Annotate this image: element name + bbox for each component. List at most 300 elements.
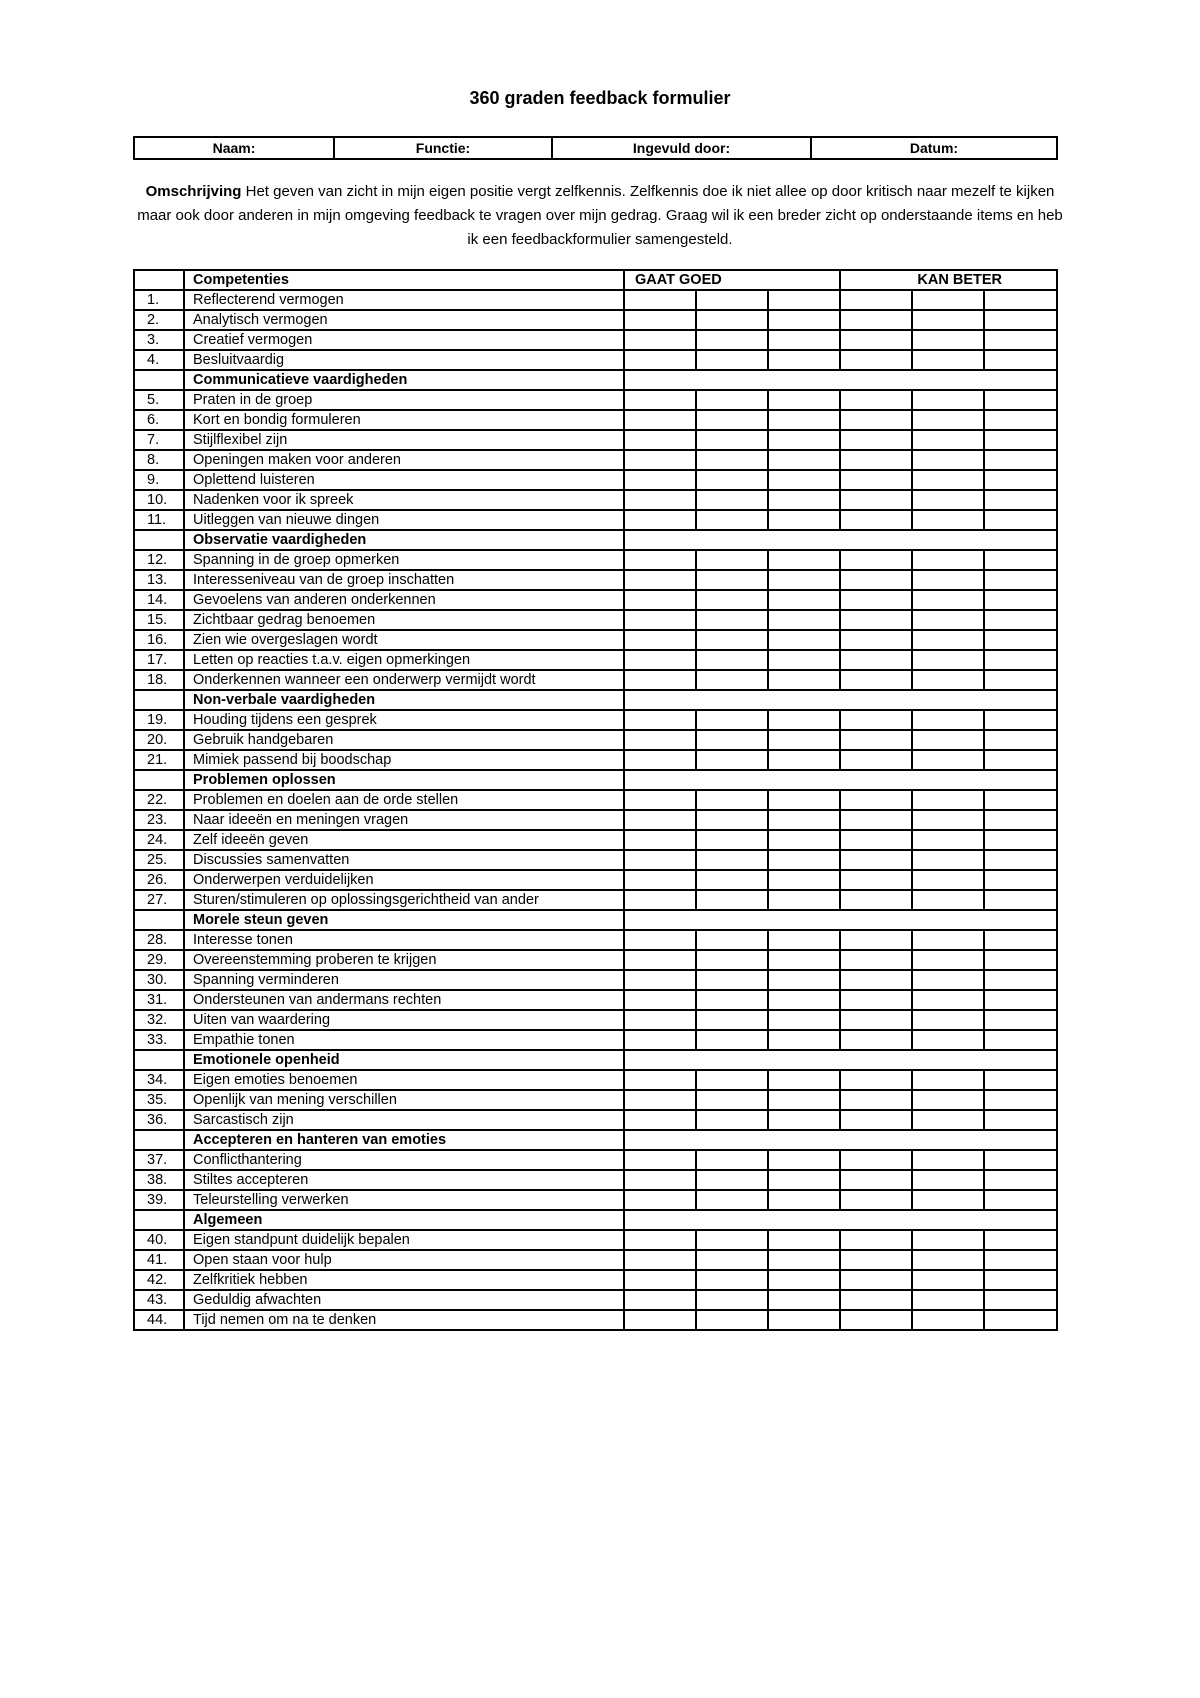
score-cell[interactable]	[840, 450, 912, 470]
score-cell[interactable]	[840, 1170, 912, 1190]
score-cell[interactable]	[912, 790, 984, 810]
score-cell[interactable]	[696, 1190, 768, 1210]
score-cell[interactable]	[624, 490, 696, 510]
score-cell[interactable]	[768, 490, 840, 510]
score-cell[interactable]	[840, 790, 912, 810]
score-cell[interactable]	[768, 1250, 840, 1270]
score-cell[interactable]	[840, 430, 912, 450]
score-cell[interactable]	[768, 750, 840, 770]
score-cell[interactable]	[912, 1110, 984, 1130]
score-cell[interactable]	[624, 610, 696, 630]
score-cell[interactable]	[624, 550, 696, 570]
score-cell[interactable]	[768, 1170, 840, 1190]
score-cell[interactable]	[984, 1270, 1057, 1290]
score-cell[interactable]	[840, 610, 912, 630]
score-cell[interactable]	[840, 970, 912, 990]
score-cell[interactable]	[912, 1010, 984, 1030]
score-cell[interactable]	[912, 1150, 984, 1170]
score-cell[interactable]	[624, 990, 696, 1010]
score-cell[interactable]	[840, 1150, 912, 1170]
score-cell[interactable]	[768, 790, 840, 810]
score-cell[interactable]	[840, 570, 912, 590]
score-cell[interactable]	[840, 730, 912, 750]
score-cell[interactable]	[984, 850, 1057, 870]
item-number: 2.	[134, 310, 184, 330]
table-row	[134, 950, 1057, 970]
score-cell[interactable]	[984, 1090, 1057, 1110]
item-number: 22.	[134, 790, 184, 810]
score-cell[interactable]	[624, 570, 696, 590]
score-cell[interactable]	[984, 1310, 1057, 1330]
score-cell[interactable]	[696, 1270, 768, 1290]
item-label: Problemen en doelen aan de orde stellen	[184, 790, 624, 810]
score-cell[interactable]	[984, 1190, 1057, 1210]
score-cell[interactable]	[984, 1010, 1057, 1030]
table-row	[134, 510, 1057, 530]
score-cell[interactable]	[696, 750, 768, 770]
section-num-cell	[134, 530, 184, 550]
score-cell[interactable]	[984, 510, 1057, 530]
score-cell[interactable]	[696, 330, 768, 350]
score-cell[interactable]	[696, 890, 768, 910]
score-cell[interactable]	[696, 390, 768, 410]
score-cell[interactable]	[768, 1030, 840, 1050]
score-cell[interactable]	[768, 990, 840, 1010]
score-cell[interactable]	[696, 450, 768, 470]
score-cell[interactable]	[624, 290, 696, 310]
score-cell[interactable]	[768, 550, 840, 570]
score-cell[interactable]	[768, 450, 840, 470]
item-label: Mimiek passend bij boodschap	[184, 750, 624, 770]
score-cell[interactable]	[840, 850, 912, 870]
section-num-cell	[134, 1130, 184, 1150]
score-cell[interactable]	[912, 310, 984, 330]
score-cell[interactable]	[624, 1270, 696, 1290]
score-cell[interactable]	[840, 1030, 912, 1050]
score-cell[interactable]	[768, 510, 840, 530]
score-cell[interactable]	[768, 410, 840, 430]
score-cell[interactable]	[840, 890, 912, 910]
score-cell[interactable]	[768, 1290, 840, 1310]
score-cell[interactable]	[984, 450, 1057, 470]
score-cell[interactable]	[768, 330, 840, 350]
score-cell[interactable]	[696, 430, 768, 450]
score-cell[interactable]	[984, 990, 1057, 1010]
score-cell[interactable]	[984, 750, 1057, 770]
score-cell[interactable]	[912, 950, 984, 970]
item-number: 40.	[134, 1230, 184, 1250]
score-cell[interactable]	[768, 810, 840, 830]
score-cell[interactable]	[696, 630, 768, 650]
score-cell[interactable]	[984, 330, 1057, 350]
score-cell[interactable]	[624, 650, 696, 670]
score-cell[interactable]	[912, 810, 984, 830]
score-cell[interactable]	[840, 650, 912, 670]
score-cell[interactable]	[768, 610, 840, 630]
score-cell[interactable]	[840, 1270, 912, 1290]
score-cell[interactable]	[624, 410, 696, 430]
score-cell[interactable]	[840, 990, 912, 1010]
score-cell[interactable]	[768, 1110, 840, 1130]
score-cell[interactable]	[768, 850, 840, 870]
score-cell[interactable]	[912, 750, 984, 770]
score-cell[interactable]	[624, 1150, 696, 1170]
score-cell[interactable]	[984, 650, 1057, 670]
score-cell[interactable]	[696, 930, 768, 950]
score-cell[interactable]	[840, 1190, 912, 1210]
score-cell[interactable]	[624, 470, 696, 490]
score-cell[interactable]	[696, 570, 768, 590]
score-cell[interactable]	[696, 1030, 768, 1050]
score-cell[interactable]	[768, 830, 840, 850]
score-cell[interactable]	[840, 870, 912, 890]
score-cell[interactable]	[840, 550, 912, 570]
score-cell[interactable]	[984, 1030, 1057, 1050]
item-label: Letten op reacties t.a.v. eigen opmerkingen	[184, 650, 624, 670]
field-datum[interactable]: Datum:	[811, 137, 1057, 159]
score-cell[interactable]	[840, 810, 912, 830]
score-cell[interactable]	[768, 430, 840, 450]
score-cell[interactable]	[840, 710, 912, 730]
score-cell[interactable]	[912, 1250, 984, 1270]
score-cell[interactable]	[984, 790, 1057, 810]
score-cell[interactable]	[912, 590, 984, 610]
score-cell[interactable]	[624, 950, 696, 970]
score-cell[interactable]	[696, 510, 768, 530]
score-cell[interactable]	[696, 1070, 768, 1090]
score-cell[interactable]	[912, 610, 984, 630]
section-label: Algemeen	[184, 1210, 624, 1230]
score-cell[interactable]	[912, 710, 984, 730]
score-cell[interactable]	[624, 790, 696, 810]
score-cell[interactable]	[912, 990, 984, 1010]
score-cell[interactable]	[912, 390, 984, 410]
score-cell[interactable]	[984, 970, 1057, 990]
score-cell[interactable]	[696, 470, 768, 490]
score-cell[interactable]	[840, 1090, 912, 1110]
section-score-cell	[624, 910, 1057, 930]
score-cell[interactable]	[984, 470, 1057, 490]
score-cell[interactable]	[768, 650, 840, 670]
score-cell[interactable]	[840, 950, 912, 970]
score-cell[interactable]	[696, 310, 768, 330]
score-cell[interactable]	[984, 310, 1057, 330]
score-cell[interactable]	[912, 550, 984, 570]
score-cell[interactable]	[768, 930, 840, 950]
score-cell[interactable]	[696, 1170, 768, 1190]
score-cell[interactable]	[624, 930, 696, 950]
score-cell[interactable]	[696, 550, 768, 570]
score-cell[interactable]	[696, 730, 768, 750]
score-cell[interactable]	[696, 1090, 768, 1110]
score-cell[interactable]	[840, 930, 912, 950]
score-cell[interactable]	[984, 430, 1057, 450]
score-cell[interactable]	[840, 1290, 912, 1310]
score-cell[interactable]	[984, 1150, 1057, 1170]
score-cell[interactable]	[984, 810, 1057, 830]
score-cell[interactable]	[696, 870, 768, 890]
score-cell[interactable]	[840, 390, 912, 410]
score-cell[interactable]	[912, 570, 984, 590]
score-cell[interactable]	[768, 670, 840, 690]
score-cell[interactable]	[624, 890, 696, 910]
table-row	[134, 550, 1057, 570]
score-cell[interactable]	[624, 1290, 696, 1310]
score-cell[interactable]	[912, 1070, 984, 1090]
score-cell[interactable]	[984, 730, 1057, 750]
score-cell[interactable]	[696, 810, 768, 830]
score-cell[interactable]	[624, 810, 696, 830]
score-cell[interactable]	[696, 1110, 768, 1130]
item-number: 3.	[134, 330, 184, 350]
score-cell[interactable]	[984, 290, 1057, 310]
score-cell[interactable]	[624, 390, 696, 410]
table-row	[134, 730, 1057, 750]
section-label: Communicatieve vaardigheden	[184, 370, 624, 390]
score-cell[interactable]	[624, 730, 696, 750]
score-cell[interactable]	[984, 1110, 1057, 1130]
item-label: Praten in de groep	[184, 390, 624, 410]
score-cell[interactable]	[696, 1230, 768, 1250]
score-cell[interactable]	[912, 850, 984, 870]
score-cell[interactable]	[912, 890, 984, 910]
score-cell[interactable]	[696, 950, 768, 970]
score-cell[interactable]	[840, 410, 912, 430]
score-cell[interactable]	[624, 630, 696, 650]
score-cell[interactable]	[984, 930, 1057, 950]
score-cell[interactable]	[984, 630, 1057, 650]
score-cell[interactable]	[768, 870, 840, 890]
score-cell[interactable]	[912, 490, 984, 510]
score-cell[interactable]	[624, 330, 696, 350]
score-cell[interactable]	[768, 1270, 840, 1290]
field-naam[interactable]: Naam:	[134, 137, 334, 159]
score-cell[interactable]	[912, 1230, 984, 1250]
score-cell[interactable]	[840, 310, 912, 330]
score-cell[interactable]	[768, 1310, 840, 1330]
score-cell[interactable]	[912, 290, 984, 310]
score-cell[interactable]	[624, 870, 696, 890]
item-number: 17.	[134, 650, 184, 670]
table-row	[134, 1090, 1057, 1110]
score-cell[interactable]	[912, 510, 984, 530]
score-cell[interactable]	[912, 1170, 984, 1190]
score-cell[interactable]	[912, 1290, 984, 1310]
score-cell[interactable]	[840, 1070, 912, 1090]
score-cell[interactable]	[768, 1230, 840, 1250]
score-cell[interactable]	[624, 1170, 696, 1190]
score-cell[interactable]	[984, 590, 1057, 610]
score-cell[interactable]	[840, 490, 912, 510]
score-cell[interactable]	[984, 890, 1057, 910]
score-cell[interactable]	[624, 430, 696, 450]
score-cell[interactable]	[984, 390, 1057, 410]
score-cell[interactable]	[768, 950, 840, 970]
score-cell[interactable]	[912, 870, 984, 890]
score-cell[interactable]	[696, 610, 768, 630]
score-cell[interactable]	[696, 990, 768, 1010]
score-cell[interactable]	[768, 350, 840, 370]
score-cell[interactable]	[984, 710, 1057, 730]
score-cell[interactable]	[696, 670, 768, 690]
score-cell[interactable]	[984, 410, 1057, 430]
score-cell[interactable]	[768, 590, 840, 610]
item-number: 39.	[134, 1190, 184, 1210]
score-cell[interactable]	[912, 330, 984, 350]
score-cell[interactable]	[768, 470, 840, 490]
score-cell[interactable]	[840, 1010, 912, 1030]
score-cell[interactable]	[912, 670, 984, 690]
score-cell[interactable]	[912, 410, 984, 430]
score-cell[interactable]	[768, 1090, 840, 1110]
score-cell[interactable]	[624, 1250, 696, 1270]
score-cell[interactable]	[624, 350, 696, 370]
item-label: Gebruik handgebaren	[184, 730, 624, 750]
score-cell[interactable]	[768, 1190, 840, 1210]
score-cell[interactable]	[696, 290, 768, 310]
score-cell[interactable]	[696, 1010, 768, 1030]
score-cell[interactable]	[624, 830, 696, 850]
score-cell[interactable]	[840, 290, 912, 310]
score-cell[interactable]	[768, 730, 840, 750]
score-cell[interactable]	[624, 590, 696, 610]
score-cell[interactable]	[984, 1290, 1057, 1310]
score-cell[interactable]	[984, 830, 1057, 850]
score-cell[interactable]	[696, 410, 768, 430]
field-functie[interactable]: Functie:	[334, 137, 552, 159]
score-cell[interactable]	[840, 630, 912, 650]
score-cell[interactable]	[912, 350, 984, 370]
score-cell[interactable]	[840, 830, 912, 850]
score-cell[interactable]	[984, 950, 1057, 970]
score-cell[interactable]	[840, 590, 912, 610]
score-cell[interactable]	[840, 470, 912, 490]
score-cell[interactable]	[624, 310, 696, 330]
score-cell[interactable]	[696, 1290, 768, 1310]
score-cell[interactable]	[624, 1190, 696, 1210]
score-cell[interactable]	[696, 350, 768, 370]
score-cell[interactable]	[768, 1150, 840, 1170]
score-cell[interactable]	[840, 1250, 912, 1270]
score-cell[interactable]	[696, 830, 768, 850]
score-cell[interactable]	[984, 350, 1057, 370]
item-number: 30.	[134, 970, 184, 990]
score-cell[interactable]	[768, 390, 840, 410]
score-cell[interactable]	[912, 1270, 984, 1290]
score-cell[interactable]	[912, 1310, 984, 1330]
score-cell[interactable]	[984, 670, 1057, 690]
score-cell[interactable]	[984, 1170, 1057, 1190]
score-cell[interactable]	[912, 930, 984, 950]
score-cell[interactable]	[912, 650, 984, 670]
score-cell[interactable]	[912, 450, 984, 470]
score-cell[interactable]	[624, 850, 696, 870]
score-cell[interactable]	[696, 1250, 768, 1270]
score-cell[interactable]	[912, 630, 984, 650]
score-cell[interactable]	[840, 350, 912, 370]
score-cell[interactable]	[624, 1030, 696, 1050]
field-ingevuld-door[interactable]: Ingevuld door:	[552, 137, 811, 159]
score-cell[interactable]	[768, 970, 840, 990]
score-cell[interactable]	[912, 730, 984, 750]
item-label: Eigen standpunt duidelijk bepalen	[184, 1230, 624, 1250]
score-cell[interactable]	[624, 1110, 696, 1130]
score-cell[interactable]	[768, 710, 840, 730]
score-cell[interactable]	[840, 1230, 912, 1250]
score-cell[interactable]	[624, 1010, 696, 1030]
score-cell[interactable]	[624, 750, 696, 770]
score-cell[interactable]	[696, 710, 768, 730]
table-row	[134, 470, 1057, 490]
score-cell[interactable]	[624, 1230, 696, 1250]
score-cell[interactable]	[840, 1110, 912, 1130]
score-cell[interactable]	[912, 430, 984, 450]
item-label: Spanning verminderen	[184, 970, 624, 990]
score-cell[interactable]	[912, 1190, 984, 1210]
score-cell[interactable]	[984, 870, 1057, 890]
score-cell[interactable]	[696, 1150, 768, 1170]
score-cell[interactable]	[984, 570, 1057, 590]
table-row	[134, 430, 1057, 450]
score-cell[interactable]	[768, 570, 840, 590]
score-cell[interactable]	[696, 650, 768, 670]
item-number: 19.	[134, 710, 184, 730]
score-cell[interactable]	[912, 830, 984, 850]
score-cell[interactable]	[984, 490, 1057, 510]
score-cell[interactable]	[696, 1310, 768, 1330]
score-cell[interactable]	[696, 850, 768, 870]
score-cell[interactable]	[624, 970, 696, 990]
score-cell[interactable]	[912, 1030, 984, 1050]
score-cell[interactable]	[768, 290, 840, 310]
score-cell[interactable]	[840, 670, 912, 690]
score-cell[interactable]	[696, 790, 768, 810]
score-cell[interactable]	[696, 590, 768, 610]
score-cell[interactable]	[768, 890, 840, 910]
score-cell[interactable]	[768, 1070, 840, 1090]
score-cell[interactable]	[624, 1310, 696, 1330]
section-num-cell	[134, 1210, 184, 1230]
score-cell[interactable]	[912, 470, 984, 490]
score-cell[interactable]	[984, 550, 1057, 570]
score-cell[interactable]	[984, 1230, 1057, 1250]
score-cell[interactable]	[624, 450, 696, 470]
score-cell[interactable]	[696, 970, 768, 990]
table-row	[134, 1170, 1057, 1190]
score-cell[interactable]	[624, 1090, 696, 1110]
score-cell[interactable]	[624, 1070, 696, 1090]
score-cell[interactable]	[984, 610, 1057, 630]
score-cell[interactable]	[912, 1090, 984, 1110]
score-cell[interactable]	[984, 1070, 1057, 1090]
score-cell[interactable]	[624, 670, 696, 690]
score-cell[interactable]	[768, 630, 840, 650]
score-cell[interactable]	[840, 330, 912, 350]
score-cell[interactable]	[840, 750, 912, 770]
score-cell[interactable]	[912, 970, 984, 990]
section-label: Accepteren en hanteren van emoties	[184, 1130, 624, 1150]
item-label: Uiten van waardering	[184, 1010, 624, 1030]
score-cell[interactable]	[624, 510, 696, 530]
score-cell[interactable]	[984, 1250, 1057, 1270]
section-row	[134, 530, 1057, 550]
score-cell[interactable]	[624, 710, 696, 730]
score-cell[interactable]	[840, 510, 912, 530]
score-cell[interactable]	[840, 1310, 912, 1330]
score-cell[interactable]	[696, 490, 768, 510]
score-cell[interactable]	[768, 310, 840, 330]
score-cell[interactable]	[768, 1010, 840, 1030]
